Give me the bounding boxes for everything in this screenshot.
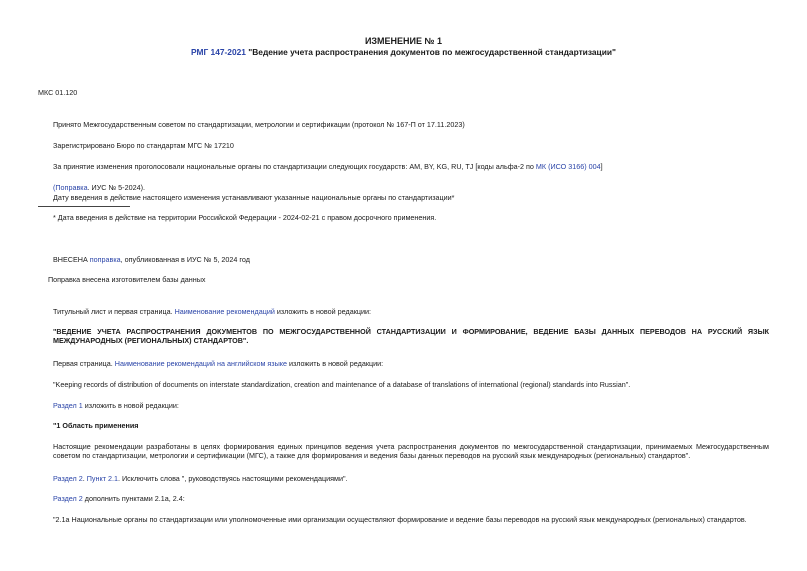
introduced-pre: ВНЕСЕНА [53, 255, 90, 264]
section-2-link[interactable]: Раздел 2 [53, 474, 83, 483]
voted-end: ] [600, 162, 603, 171]
document-subtitle [0, 47, 807, 58]
p4-sep: . [82, 474, 87, 483]
introduced-line [53, 255, 250, 264]
paragraph-section1-change [53, 401, 179, 410]
mks-code: МКС 01.120 [38, 88, 78, 97]
mk-link[interactable]: МК [535, 162, 547, 171]
document-title: ИЗМЕНЕНИЕ № 1 [364, 36, 443, 46]
p4-post: . Исключить слова ", руководствуясь настоящими рекомендациями". [118, 474, 348, 483]
voted-text [53, 162, 603, 171]
iso-3166-link[interactable]: (ИСО 3166) 004 [548, 162, 601, 171]
paragraph-section2-add [53, 494, 185, 503]
paragraph-section2-change [53, 474, 348, 483]
effective-date-text: Дату введения в действие настоящего изменения устанавливают указанные национальные органы по стандартизации* [53, 193, 455, 202]
scope-text: Настоящие рекомендации разработаны в целях формирования единых принципов ведения учета распространения документов по межгосударственной стандартизации, принимаемых Межгосударственным советом по стандартизации, метрологии и сертификации (МГС), а также для формирования и ведения базы данных переводов на русский язык международных (региональных) стандартов". [53, 442, 769, 461]
p5-post: дополнить пунктами 2.1а, 2.4: [82, 494, 185, 503]
p2-pre: Первая страница. [53, 359, 115, 368]
correction-note: Поправка внесена изготовителем базы данных [48, 275, 206, 284]
footnote-text: * Дата введения в действие на территории Российской Федерации - 2024-02-21 с правом досрочного применения. [53, 213, 437, 222]
recommendations-name-link[interactable]: Наименование рекомендаций [174, 307, 275, 316]
introduced-post: , опубликованная в ИУС № 5, 2024 год [120, 255, 250, 264]
registered-text: Зарегистрировано Бюро по стандартам МГС № 17210 [53, 141, 234, 150]
paragraph-english-title-change [53, 359, 383, 368]
new-title-quote: "ВЕДЕНИЕ УЧЕТА РАСПРОСТРАНЕНИЯ ДОКУМЕНТОВ ПО МЕЖГОСУДАРСТВЕННОЙ СТАНДАРТИЗАЦИИ И ФОРМИРОВАНИЕ, ВЕДЕНИЕ БАЗЫ ДАННЫХ ПЕРЕВОДОВ НА РУССКИЙ ЯЗЫК МЕЖДУНАРОДНЫХ (РЕГИОНАЛЬНЫХ) СТАНДАРТОВ". [53, 327, 769, 346]
section-1-link[interactable]: Раздел 1 [53, 401, 83, 410]
correction-link[interactable]: поправка [89, 255, 121, 264]
english-name-link[interactable]: Наименование рекомендаций на английском языке [114, 359, 287, 368]
item-2-1-link[interactable]: Пункт 2.1 [86, 474, 118, 483]
item-2-1a-text: "2.1а Национальные органы по стандартизации или уполномоченные ими организации осуществляют формирование и ведение базы переводов на русский язык международных (региональных) стандартов. [53, 515, 747, 524]
amendment-link[interactable]: (Поправка [53, 183, 88, 192]
doc-code-link[interactable]: РМГ 147-2021 [191, 47, 246, 57]
p1-pre: Титульный лист и первая страница. [53, 307, 175, 316]
english-title-quote: "Keeping records of distribution of documents on interstate standardization, creation and maintenance of a database of translations of international (regional) standards into Russian". [53, 380, 631, 389]
p1-post: изложить в новой редакции: [274, 307, 371, 316]
voted-body: За принятие изменения проголосовали национальные органы по стандартизации следующих государств: AM, BY, KG, RU, TJ [коды альфа-2 по [53, 162, 536, 171]
amendment-line [53, 183, 145, 192]
section-2-link-2[interactable]: Раздел 2 [53, 494, 83, 503]
doc-name: "Ведение учета распространения документов по межгосударственной стандартизации" [245, 47, 616, 57]
footnote-divider [38, 206, 130, 207]
section-heading: "1 Область применения [53, 421, 139, 430]
p3-post: изложить в новой редакции: [82, 401, 179, 410]
p2-post: изложить в новой редакции: [287, 359, 384, 368]
paragraph-title-change [53, 307, 371, 316]
adopted-text: Принято Межгосударственным советом по стандартизации, метрологии и сертификации (протокол № 167-П от 17.11.2023) [53, 120, 465, 129]
amendment-text: . ИУС № 5-2024). [87, 183, 145, 192]
